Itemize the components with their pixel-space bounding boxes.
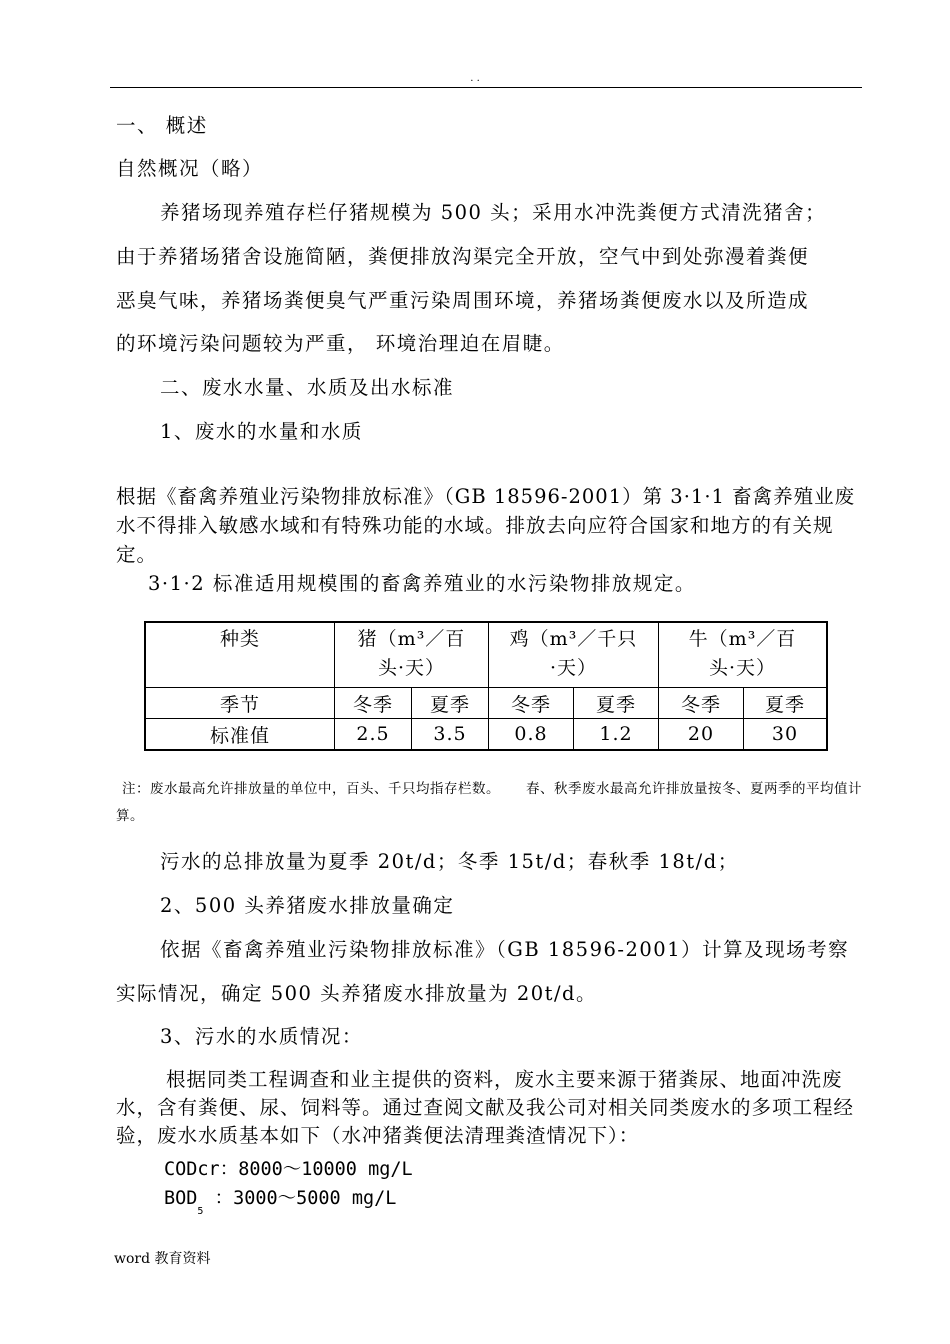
table-cell-value: 2.5 <box>335 719 412 751</box>
total-discharge: 污水的总排放量为夏季 20t/d；冬季 15t/d；春秋季 18t/d； <box>160 850 739 873</box>
table-cell-value-label: 标准值 <box>145 719 335 751</box>
bod-line <box>164 1187 396 1224</box>
table-cell-season: 夏季 <box>412 688 489 719</box>
subheading-water-quality: 3、污水的水质情况： <box>160 1025 363 1048</box>
table-cell-season: 冬季 <box>489 688 574 719</box>
table-cell-value: 30 <box>744 719 828 751</box>
table-cell-category: 种类 <box>145 622 335 688</box>
table-cell-season: 夏季 <box>574 688 659 719</box>
table-cell-value: 3.5 <box>412 719 489 751</box>
table-cell-value: 20 <box>659 719 744 751</box>
quality-paragraph: 根据同类工程调查和业主提供的资料，废水主要来源于猪粪尿、地面冲洗废水，含有粪便、尿、饲料等。通过查阅文献及我公司对相关同类废水的多项工程经验，废水水质基本如下（水冲猪粪便法清理粪渣情况下）： <box>116 1068 855 1147</box>
table-cell-season: 冬季 <box>659 688 744 719</box>
subheading-discharge-determination: 2、500 头养猪废水排放量确定 <box>160 894 455 917</box>
section-heading-overview: 一、 概述 <box>116 114 208 137</box>
table-note-part1: 注：废水最高允许排放量的单位中，百头、千只均指存栏数。 <box>122 781 500 797</box>
table-cell-value: 0.8 <box>489 719 574 751</box>
table-header-row <box>145 622 827 688</box>
bod-label: BOD <box>164 1188 198 1209</box>
table-cell-value: 1.2 <box>574 719 659 751</box>
standard-subclause: 3·1·2 标准适用规模围的畜禽养殖业的水污染物排放规定。 <box>148 572 696 595</box>
subheading-volume-quality: 1、废水的水量和水质 <box>160 420 363 443</box>
standard-paragraph: 根据《畜禽养殖业污染物排放标准》（GB 18596-2001）第 3·1·1 畜禽养殖业废水不得排入敏感水域和有特殊功能的水域。排放去向应符合国家和地方的有关规定。 <box>116 485 856 566</box>
cod-value: CODcr：8000～10000 mg/L <box>164 1159 413 1180</box>
intro-line-2: 由于养猪场猪舍设施简陋，粪便排放沟渠完全开放，空气中到处弥漫着粪便 <box>116 245 810 268</box>
table-cell-season: 冬季 <box>335 688 412 719</box>
determine-line-1: 依据《畜禽养殖业污染物排放标准》（GB 18596-2001）计算及现场考察 <box>160 938 850 961</box>
determine-line-2: 实际情况，确定 500 头养猪废水排放量为 20t/d。 <box>116 982 598 1005</box>
natural-conditions: 自然概况（略） <box>116 157 264 180</box>
footer-text: word 教育资料 <box>114 1251 211 1267</box>
table-row-values <box>145 719 827 751</box>
discharge-standard-table <box>144 621 828 751</box>
header-dots: . . <box>470 73 480 84</box>
intro-line-3: 恶臭气味，养猪场粪便臭气严重污染周围环境，养猪场粪便废水以及所造成 <box>116 289 810 312</box>
table-note-part2: 春、秋季废水最高允许排放量按冬、夏两季的平均值计算。 <box>116 781 862 824</box>
bod-value: ：3000～5000 mg/L <box>203 1188 397 1209</box>
intro-line-1: 养猪场现养殖存栏仔猪规模为 500 头；采用水冲洗粪便方式清洗猪舍； <box>160 201 827 224</box>
header-rule <box>110 87 862 88</box>
table-cell-pig: 猪（m³／百头·天） <box>335 622 489 688</box>
table-cell-season: 夏季 <box>744 688 828 719</box>
table-cell-season-label: 季节 <box>145 688 335 719</box>
section-heading-wastewater: 二、废水水量、水质及出水标准 <box>160 376 455 399</box>
table-row-season <box>145 688 827 719</box>
bod-subscript: 5 <box>197 1206 204 1217</box>
table-cell-chicken: 鸡（m³／千只·天） <box>489 622 659 688</box>
table-cell-cattle: 牛（m³／百头·天） <box>659 622 828 688</box>
intro-line-4: 的环境污染问题较为严重， 环境治理迫在眉睫。 <box>116 332 565 355</box>
table-note <box>116 776 866 830</box>
